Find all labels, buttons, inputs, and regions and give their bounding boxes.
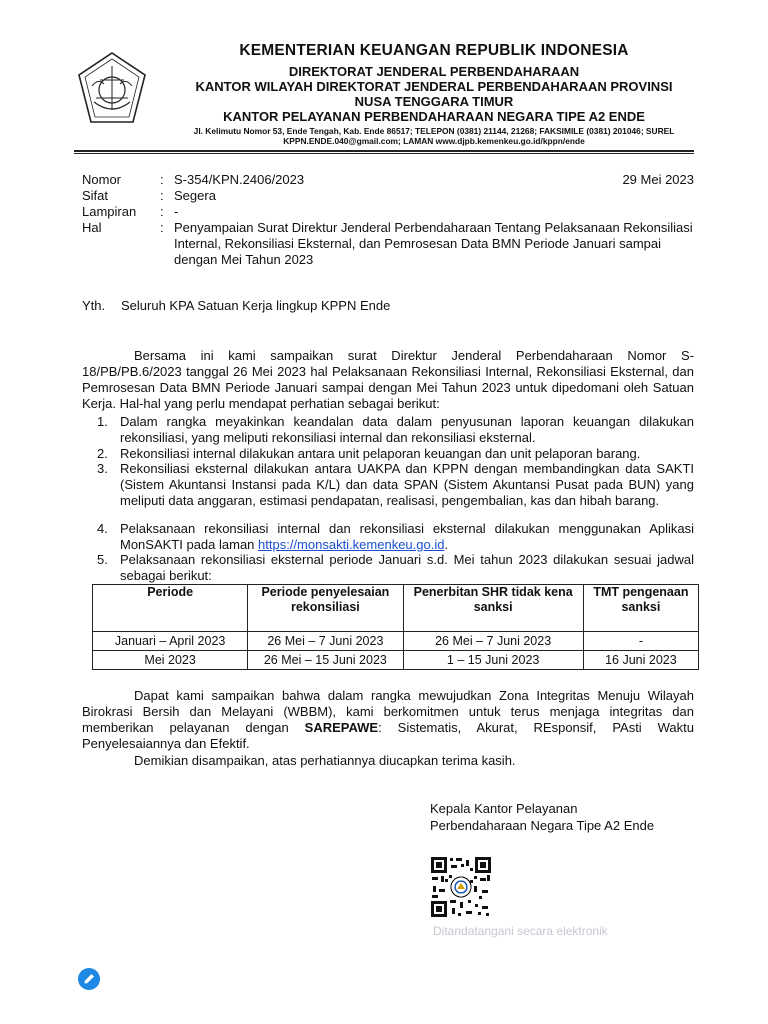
ministry-emblem-icon	[74, 50, 150, 126]
list-item: Rekonsiliasi eksternal dilakukan antara UAKPA dan KPPN dengan membandingkan data SAKTI (Sistem Akuntansi Instansi pada K/L) dan data SPAN (Sistem Akuntansi Pusat pada BUN) yang meliputi data anggaran, estimasi pendapatan, realisasi, pengembalian, kas dan hibah barang.	[120, 461, 694, 508]
list-item: Rekonsiliasi internal dilakukan antara unit pelaporan keuangan dan unit pelaporan barang.	[120, 446, 641, 461]
table-cell: Mei 2023	[93, 651, 248, 670]
colon: :	[160, 172, 164, 187]
sifat-label: Sifat	[82, 188, 109, 203]
closing-paragraph: Dapat kami sampaikan bahwa dalam rangka mewujudkan Zona Integritas Menuju Wilayah Birokrasi Bersih dan Melayani (WBBM), kami berkomitmen untuk terus menjaga integritas dan memberikan pelayanan dengan SAREPAWE: Sistematis, Akurat, REsponsif, PAsti Waktu Penyelesaiannya dan Efektif.	[82, 688, 694, 751]
sarepawe-term: SAREPAWE	[304, 720, 379, 735]
list-item-text: Pelaksanaan rekonsiliasi internal dan rekonsiliasi eksternal dilakukan menggunakan Aplikasi MonSAKTI pada laman	[120, 521, 694, 552]
table-row	[93, 632, 699, 651]
monsakti-link[interactable]: https://monsakti.kemenkeu.go.id	[258, 537, 445, 552]
hal-label: Hal	[82, 220, 102, 235]
qr-code-icon	[430, 856, 492, 918]
column-header: Periode	[93, 585, 248, 632]
column-header: Penerbitan SHR tidak kena sanksi	[403, 585, 583, 632]
table-cell: 16 Juni 2023	[583, 651, 698, 670]
signatory-office: Perbendaharaan Negara Tipe A2 Ende	[430, 818, 655, 833]
nomor-value: S-354/KPN.2406/2023	[174, 172, 305, 187]
list-number: 3.	[97, 461, 108, 476]
edit-button[interactable]	[78, 968, 100, 990]
closing-thanks: Demikian disampaikan, atas perhatiannya diucapkan terima kasih.	[134, 753, 516, 768]
table-cell: 26 Mei – 7 Juni 2023	[248, 632, 403, 651]
list-item-period: .	[444, 537, 449, 552]
lampiran-value: -	[174, 204, 179, 219]
directorate-name: DIREKTORAT JENDERAL PERBENDAHARAAN	[288, 64, 580, 79]
table-cell: -	[583, 632, 698, 651]
signatory-title: Kepala Kantor Pelayanan	[430, 801, 578, 816]
letterhead-divider-thin	[74, 153, 694, 154]
pen-icon	[78, 968, 100, 990]
letterhead-divider	[74, 150, 694, 152]
table-cell: 26 Mei – 7 Juni 2023	[403, 632, 583, 651]
closing-text: Dapat kami sampaikan bahwa dalam rangka mewujudkan Zona Integritas Menuju Wilayah Birokrasi Bersih dan Melayani (WBBM), kami berkomitmen untuk terus menjaga integritas dan memberikan pelayanan dengan	[82, 688, 694, 735]
table-cell: 1 – 15 Juni 2023	[403, 651, 583, 670]
letter-date: 29 Mei 2023	[622, 172, 694, 187]
sarepawe-expansion: Sistematis, Akurat, REsponsif, PAsti Waktu Penyelesaiannya dan Efektif.	[82, 720, 694, 751]
list-number: 1.	[97, 414, 108, 429]
colon: :	[160, 188, 164, 203]
column-header: TMT pengenaan sanksi	[583, 585, 698, 632]
electronic-signature-note: Ditandatangani secara elektronik	[433, 924, 608, 938]
lampiran-label: Lampiran	[82, 204, 137, 219]
schedule-table	[92, 584, 699, 670]
regional-office-name: KANTOR WILAYAH DIREKTORAT JENDERAL PERBENDAHARAAN PROVINSI	[195, 79, 673, 94]
list-number: 5.	[97, 552, 108, 567]
address-line-1: Jl. Kelimutu Nomor 53, Ende Tengah, Kab. Ende 86517; TELEPON (0381) 21144, 21268; FAKSIMILE (0381) 201046; SUREL	[193, 126, 675, 136]
table-cell: 26 Mei – 15 Juni 2023	[248, 651, 403, 670]
recipient-prefix: Yth.	[82, 298, 106, 313]
colon: :	[160, 204, 164, 219]
province-name: NUSA TENGGARA TIMUR	[354, 94, 514, 109]
list-number: 2.	[97, 446, 108, 461]
list-item: Pelaksanaan rekonsiliasi eksternal periode Januari s.d. Mei tahun 2023 dilakukan sesuai jadwal sebagai berikut:	[120, 552, 694, 583]
office-name: KANTOR PELAYANAN PERBENDAHARAAN NEGARA TIPE A2 ENDE	[223, 109, 645, 124]
list-item: Dalam rangka meyakinkan keandalan data dalam penyusunan laporan keuangan dilakukan rekonsiliasi, yang meliputi rekonsiliasi internal dan rekonsiliasi eksternal.	[120, 414, 694, 445]
list-item	[120, 521, 694, 553]
address-line-2: KPPN.ENDE.040@gmail.com; LAMAN www.djpb.kemenkeu.go.id/kppn/ende	[283, 136, 585, 146]
table-cell: Januari – April 2023	[93, 632, 248, 651]
colon: :	[160, 220, 164, 235]
hal-value: Penyampaian Surat Direktur Jenderal Perbendaharaan Tentang Pelaksanaan Rekonsiliasi Internal, Rekonsiliasi Eksternal, dan Pemrosesan Data BMN Periode Januari sampai dengan Mei Tahun 2023	[174, 220, 693, 267]
recipient-name: Seluruh KPA Satuan Kerja lingkup KPPN Ende	[121, 298, 391, 313]
table-row	[93, 651, 699, 670]
sifat-value: Segera	[174, 188, 216, 203]
column-header: Periode penyelesaian rekonsiliasi	[248, 585, 403, 632]
table-header-row	[93, 585, 699, 632]
nomor-label: Nomor	[82, 172, 122, 187]
office-address	[160, 126, 708, 146]
intro-paragraph: Bersama ini kami sampaikan surat Direktur Jenderal Perbendaharaan Nomor S-18/PB/PB.6/2023 tanggal 26 Mei 2023 hal Pelaksanaan Rekonsiliasi Internal, Rekonsiliasi Eksternal, dan Pemrosesan Data BMN Periode Januari sampai dengan Mei Tahun 2023 untuk dipedomani oleh Satuan Kerja. Hal-hal yang perlu mendapat perhatian sebagai berikut:	[82, 348, 694, 411]
list-number: 4.	[97, 521, 108, 536]
ministry-name: KEMENTERIAN KEUANGAN REPUBLIK INDONESIA	[239, 42, 629, 59]
